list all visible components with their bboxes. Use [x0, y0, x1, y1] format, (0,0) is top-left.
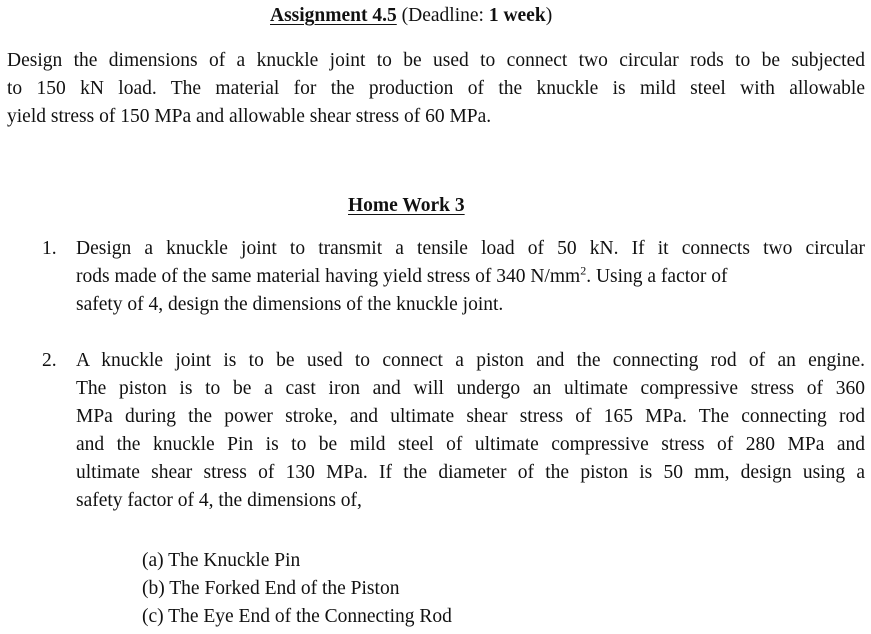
q1-line-3: safety of 4, design the dimensions of the knuckle joint. [76, 294, 504, 315]
q1-line-1: Design a knuckle joint to transmit a tensile load of 50 kN. If it connects two circular [76, 238, 865, 259]
assignment-title: Assignment 4.5 [270, 5, 397, 26]
assignment-line-1: Design the dimensions of a knuckle joint to be used to connect two circular rods to be subjected [7, 50, 865, 71]
homework-title: Home Work 3 [348, 195, 465, 216]
q2-subitem-a: (a) The Knuckle Pin [142, 550, 301, 571]
deadline-value: 1 week [488, 5, 546, 26]
assignment-line-3: yield stress of 150 MPa and allowable shear stress of 60 MPa. [7, 106, 492, 127]
q2-line-2: The piston is to be a cast iron and will undergo an ultimate compressive stress of 360 [76, 378, 865, 399]
q2-subitem-b: (b) The Forked End of the Piston [142, 578, 400, 599]
homework-heading [348, 192, 465, 220]
q1-line-2-start: rods made of the same material having yield stress of 340 $N/mm^2$. Using a factor of [76, 263, 728, 287]
q1-superscript: 2 [580, 263, 587, 278]
q2-line-6: safety factor of 4, the dimensions of, [76, 490, 362, 511]
q2-line-5: ultimate shear stress of 130 MPa. If the diameter of the piston is 50 mm, design using a [76, 462, 865, 483]
assignment-heading [270, 2, 552, 30]
q1-line-2 [76, 263, 865, 291]
q2-number: 2. [42, 350, 57, 371]
assignment-line-2: to 150 kN load. The material for the production of the knuckle is mild steel with allowable [7, 78, 865, 99]
q2-line-1: A knuckle joint is to be used to connect a piston and the connecting rod of an engine. [76, 350, 865, 371]
deadline-prefix: (Deadline: [396, 5, 489, 26]
deadline-suffix: ) [545, 5, 553, 26]
q1-number: 1. [42, 238, 57, 259]
q2-subitem-c: (c) The Eye End of the Connecting Rod [142, 606, 452, 627]
q2-line-3: MPa during the power stroke, and ultimate shear stress of 165 MPa. The connecting rod [76, 406, 865, 427]
q2-line-4: and the knuckle Pin is to be mild steel of ultimate compressive stress of 280 MPa and [76, 434, 865, 455]
